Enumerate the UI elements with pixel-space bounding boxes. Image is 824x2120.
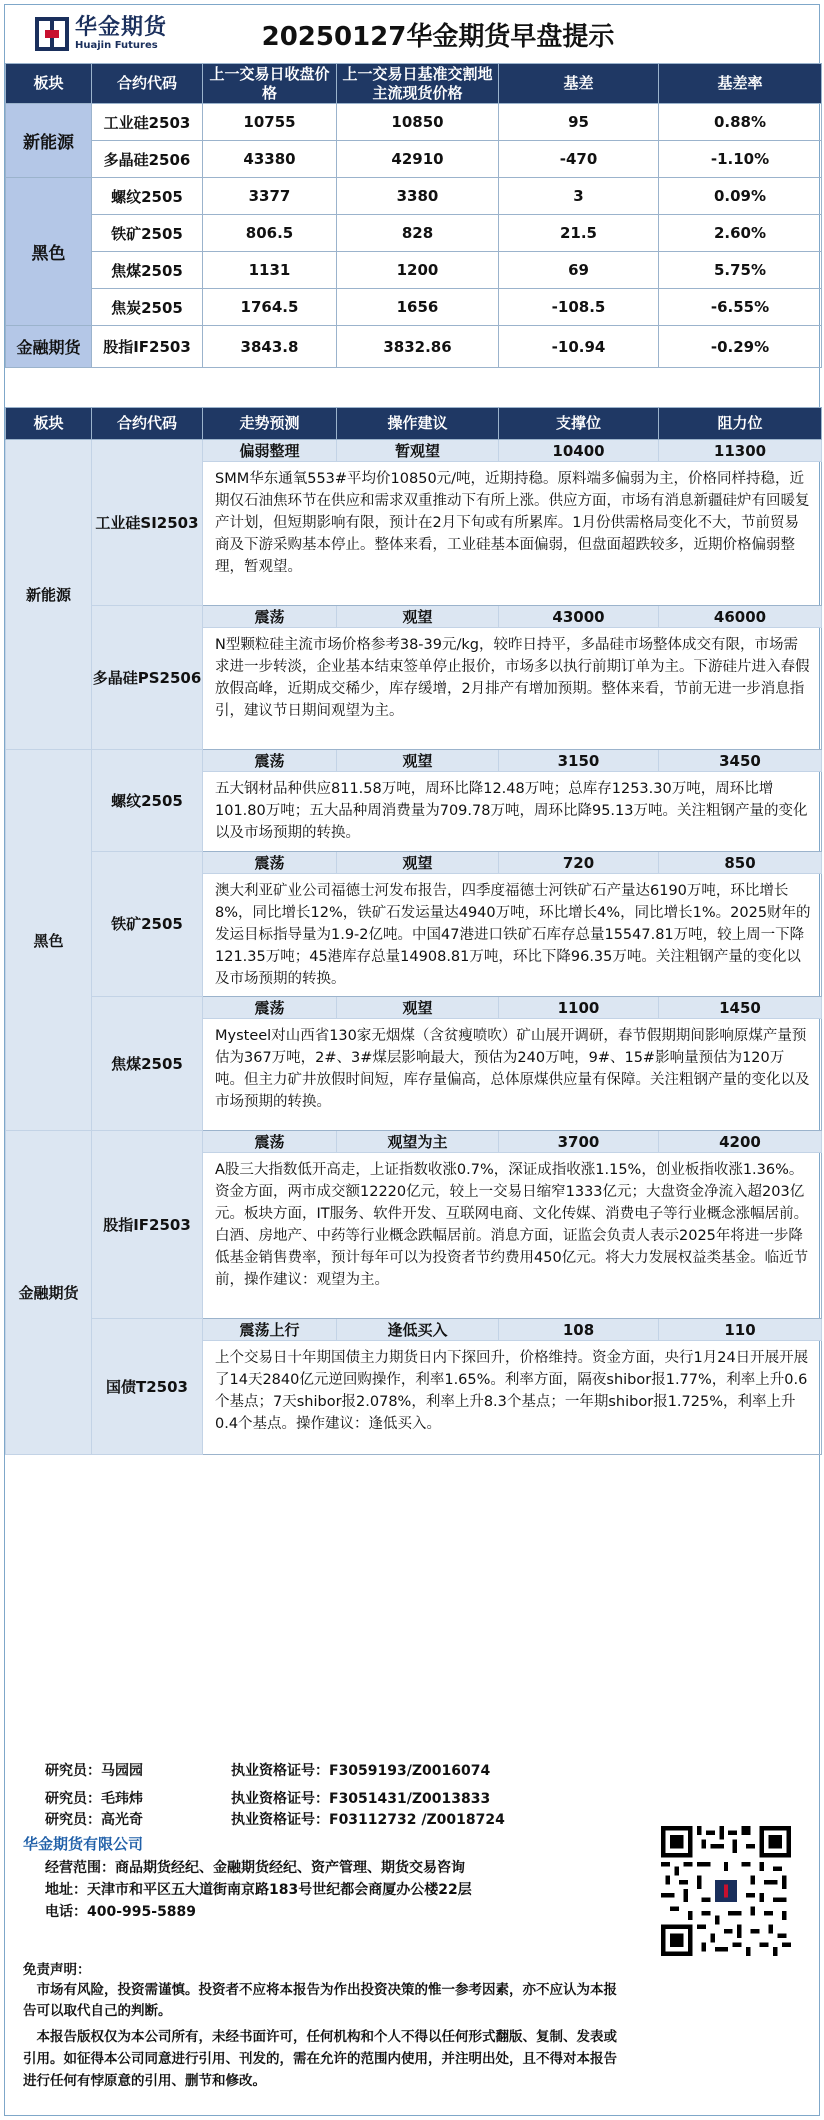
resistance-cell: 1450 [659,997,822,1019]
col-header-advice: 操作建议 [337,408,499,440]
col-header-basis-rate: 基差率 [659,64,822,104]
basis-table [5,63,822,368]
basis-cell: 3 [499,178,659,215]
trend-cell: 震荡 [203,1131,337,1153]
advice-cell: 观望 [337,606,499,628]
contract-cell: 螺纹2505 [92,178,203,215]
commentary-text: SMM华东通氧553#平均价10850元/吨，近期持稳。原料端多偏弱为主，价格同样持稳，近期仅石油焦环节在供应和需求双重推动下有所上涨。供应方面，市场有消息新疆硅炉有回暖复产计划，但短期影响有限，预计在2月下旬或有所累库。1月份供需格局变化不大，节前贸易商及下游采购基本停止。整体来看，工业硅基本面偏弱，但盘面超跌较多，近期价格偏弱整理，暂观望。 [203,462,822,606]
forecast-row [6,852,822,874]
basis-cell: 95 [499,104,659,141]
resistance-cell: 4200 [659,1131,822,1153]
trend-cell: 震荡 [203,750,337,772]
contract-cell: 焦煤2505 [92,252,203,289]
trend-cell: 震荡上行 [203,1319,337,1341]
advice-cell: 暂观望 [337,440,499,462]
basis-cell: -470 [499,141,659,178]
spot-cell: 1656 [337,289,499,326]
resistance-cell: 110 [659,1319,822,1341]
contract-cell: 国债T2503 [92,1319,203,1455]
basis-rate-cell: 0.88% [659,104,822,141]
qr-code-icon [655,1820,797,1962]
support-cell: 3700 [499,1131,659,1153]
spot-cell: 10850 [337,104,499,141]
table-row [6,178,822,215]
company-name: 华金期货有限公司 [23,1835,144,1853]
advice-cell: 观望 [337,852,499,874]
basis-table-header [6,64,822,104]
resistance-cell: 46000 [659,606,822,628]
contract-cell: 多晶硅PS2506 [92,606,203,750]
close-cell: 806.5 [203,215,337,252]
researcher-cert: 执业资格证号：F3059193/Z0016074 [231,1763,491,1779]
support-cell: 43000 [499,606,659,628]
col-header-spot: 上一交易日基准交割地主流现货价格 [337,64,499,104]
contract-cell: 工业硅2503 [92,104,203,141]
table-row [6,215,822,252]
disclaimer-risk: 市场有风险，投资需谨慎。投资者不应将本报告为作出投资决策的惟一参考因素，亦不应认为本报告可以取代自己的判断。 [23,1982,617,2019]
forecast-row [6,606,822,628]
contract-cell: 多晶硅2506 [92,141,203,178]
page-frame [4,4,820,2116]
col-header-support: 支撑位 [499,408,659,440]
table-row [6,104,822,141]
page-title: 20250127华金期货早盘提示 [261,21,615,52]
forecast-row [6,1131,822,1153]
resistance-cell: 850 [659,852,822,874]
col-header-contract: 合约代码 [92,64,203,104]
commentary-text: 五大钢材品种供应811.58万吨，周环比降12.48万吨；总库存1253.30万吨，周环比增101.80万吨；五大品种周消费量为709.78万吨，周环比降95.13万吨。关注粗钢产量的变化以及市场预期的转换。 [203,772,822,852]
basis-cell: 69 [499,252,659,289]
contract-cell: 股指IF2503 [92,1131,203,1319]
advice-cell: 逢低买入 [337,1319,499,1341]
company-logo [5,5,175,63]
sector-cell: 新能源 [6,440,92,750]
spot-cell: 828 [337,215,499,252]
close-cell: 3377 [203,178,337,215]
strategy-table-header [6,408,822,440]
resistance-cell: 11300 [659,440,822,462]
researcher-name: 研究员：毛玮炜 [45,1791,143,1807]
commentary-text: 澳大利亚矿业公司福德士河发布报告，四季度福德士河铁矿石产量达6190万吨，环比增长8%，同比增长12%，铁矿石发运量达4940万吨，环比增长4%，同比增长1%。2025财年的发运目标指导量为1.9-2亿吨。中国47港进口铁矿石库存总量15547.81万吨，较上周一下降121.35万吨；45港库存总量14908.81万吨，环比下降96.35万吨。关注粗钢产量的变化以及市场预期的转换。 [203,874,822,997]
basis-cell: 21.5 [499,215,659,252]
company-phone: 电话：400-995-5889 [45,1904,197,1920]
basis-cell: -108.5 [499,289,659,326]
contract-cell: 工业硅SI2503 [92,440,203,606]
table-row [6,141,822,178]
advice-cell: 观望 [337,750,499,772]
advice-cell: 观望 [337,997,499,1019]
spot-cell: 3832.86 [337,326,499,368]
forecast-row [6,1319,822,1341]
commentary-text: 上个交易日十年期国债主力期货日内下探回升，价格维持。资金方面，央行1月24日开展开展了14天2840亿元逆回购操作，利率1.65%。利率方面，隔夜shibor报1.77%，利率上升0.6个基点；7天shibor报2.078%，利率上升8.3个基点；一年期shibor报1.725%，利率上升0.4个基点。操作建议：逢低买入。 [203,1341,822,1455]
trend-cell: 偏弱整理 [203,440,337,462]
sector-cell: 金融期货 [6,1131,92,1455]
commentary-text: N型颗粒硅主流市场价格参考38-39元/kg，较昨日持平，多晶硅市场整体成交有限，市场需求进一步转淡，企业基本结束签单停止报价，市场多以执行前期订单为主。下游硅片进入春假放假高峰，近期成交稀少，库存缓增，2月排产有增加预期。整体来看，节前无进一步消息指引，建议节日期间观望为主。 [203,628,822,750]
col-header-contract: 合约代码 [92,408,203,440]
resistance-cell: 3450 [659,750,822,772]
close-cell: 1131 [203,252,337,289]
logo-text-en: Huajin Futures [75,40,158,51]
spot-cell: 3380 [337,178,499,215]
strategy-table [5,407,822,1455]
forecast-row [6,440,822,462]
disclaimer-title: 免责声明： [23,1962,91,1978]
basis-rate-cell: -6.55% [659,289,822,326]
col-header-resistance: 阻力位 [659,408,822,440]
basis-cell: -10.94 [499,326,659,368]
commentary-text: A股三大指数低开高走，上证指数收涨0.7%，深证成指收涨1.15%，创业板指收涨1.36%。资金方面，两市成交额12220亿元，较上一交易日缩窄1333亿元；大盘资金净流入超203亿元。板块方面，IT服务、软件开发、互联网电商、文化传媒、消费电子等行业概念涨幅居前。白酒、房地产、中药等行业概念跌幅居前。消息方面，证监会负责人表示2025年将进一步降低基金销售费率，预计每年可以为投资者节约费用450亿元。将大力发展权益类基金。临近节前，操作建议：观望为主。 [203,1153,822,1319]
logo-mark-icon [35,17,69,51]
researcher-name: 研究员：高光奇 [45,1812,143,1828]
close-cell: 3843.8 [203,326,337,368]
basis-rate-cell: -1.10% [659,141,822,178]
col-header-sector: 板块 [6,408,92,440]
disclaimer-copyright: 本报告版权仅为本公司所有，未经书面许可，任何机构和个人不得以任何形式翻版、复制、发表或引用。如征得本公司同意进行引用、刊发的，需在允许的范围内使用，并注明出处，且不得对本报告进行任何有悖原意的引用、删节和修改。 [23,2029,617,2089]
researcher-cert: 执业资格证号：F3051431/Z0013833 [231,1791,491,1807]
contract-cell: 股指IF2503 [92,326,203,368]
commentary-text: Mysteel对山西省130家无烟煤（含贫瘦喷吹）矿山展开调研，春节假期期间影响原煤产量预估为367万吨，2#、3#煤层影响最大，预估为240万吨，9#、15#影响量预估为120万吨。但主力矿井放假时间短，库存量偏高，总体原煤供应量有保障。关注粗钢产量的变化以及市场预期的转换。 [203,1019,822,1131]
sector-cell: 黑色 [6,178,92,326]
sector-cell: 新能源 [6,104,92,178]
table-row [6,252,822,289]
forecast-row [6,750,822,772]
contract-cell: 螺纹2505 [92,750,203,852]
basis-rate-cell: 2.60% [659,215,822,252]
support-cell: 720 [499,852,659,874]
page-header [5,5,821,63]
col-header-trend: 走势预测 [203,408,337,440]
basis-rate-cell: 0.09% [659,178,822,215]
col-header-close: 上一交易日收盘价格 [203,64,337,104]
contract-cell: 铁矿2505 [92,215,203,252]
col-header-sector: 板块 [6,64,92,104]
spot-cell: 1200 [337,252,499,289]
basis-rate-cell: -0.29% [659,326,822,368]
trend-cell: 震荡 [203,606,337,628]
contract-cell: 焦炭2505 [92,289,203,326]
close-cell: 1764.5 [203,289,337,326]
trend-cell: 震荡 [203,997,337,1019]
basis-rate-cell: 5.75% [659,252,822,289]
forecast-row [6,997,822,1019]
company-address: 地址：天津市和平区五大道街南京路183号世纪都会商厦办公楼22层 [45,1882,472,1898]
close-cell: 10755 [203,104,337,141]
close-cell: 43380 [203,141,337,178]
table-row [6,289,822,326]
researcher-name: 研究员：马园园 [45,1763,143,1779]
spot-cell: 42910 [337,141,499,178]
researcher-cert: 执业资格证号：F03112732 /Z0018724 [231,1812,505,1828]
support-cell: 108 [499,1319,659,1341]
advice-cell: 观望为主 [337,1131,499,1153]
trend-cell: 震荡 [203,852,337,874]
col-header-basis: 基差 [499,64,659,104]
support-cell: 3150 [499,750,659,772]
table-row [6,326,822,368]
logo-text-cn: 华金期货 [75,15,168,40]
sector-cell: 金融期货 [6,326,92,368]
contract-cell: 铁矿2505 [92,852,203,997]
sector-cell: 黑色 [6,750,92,1131]
contract-cell: 焦煤2505 [92,997,203,1131]
support-cell: 10400 [499,440,659,462]
support-cell: 1100 [499,997,659,1019]
business-scope: 经营范围：商品期货经纪、金融期货经纪、资产管理、期货交易咨询 [45,1860,465,1876]
